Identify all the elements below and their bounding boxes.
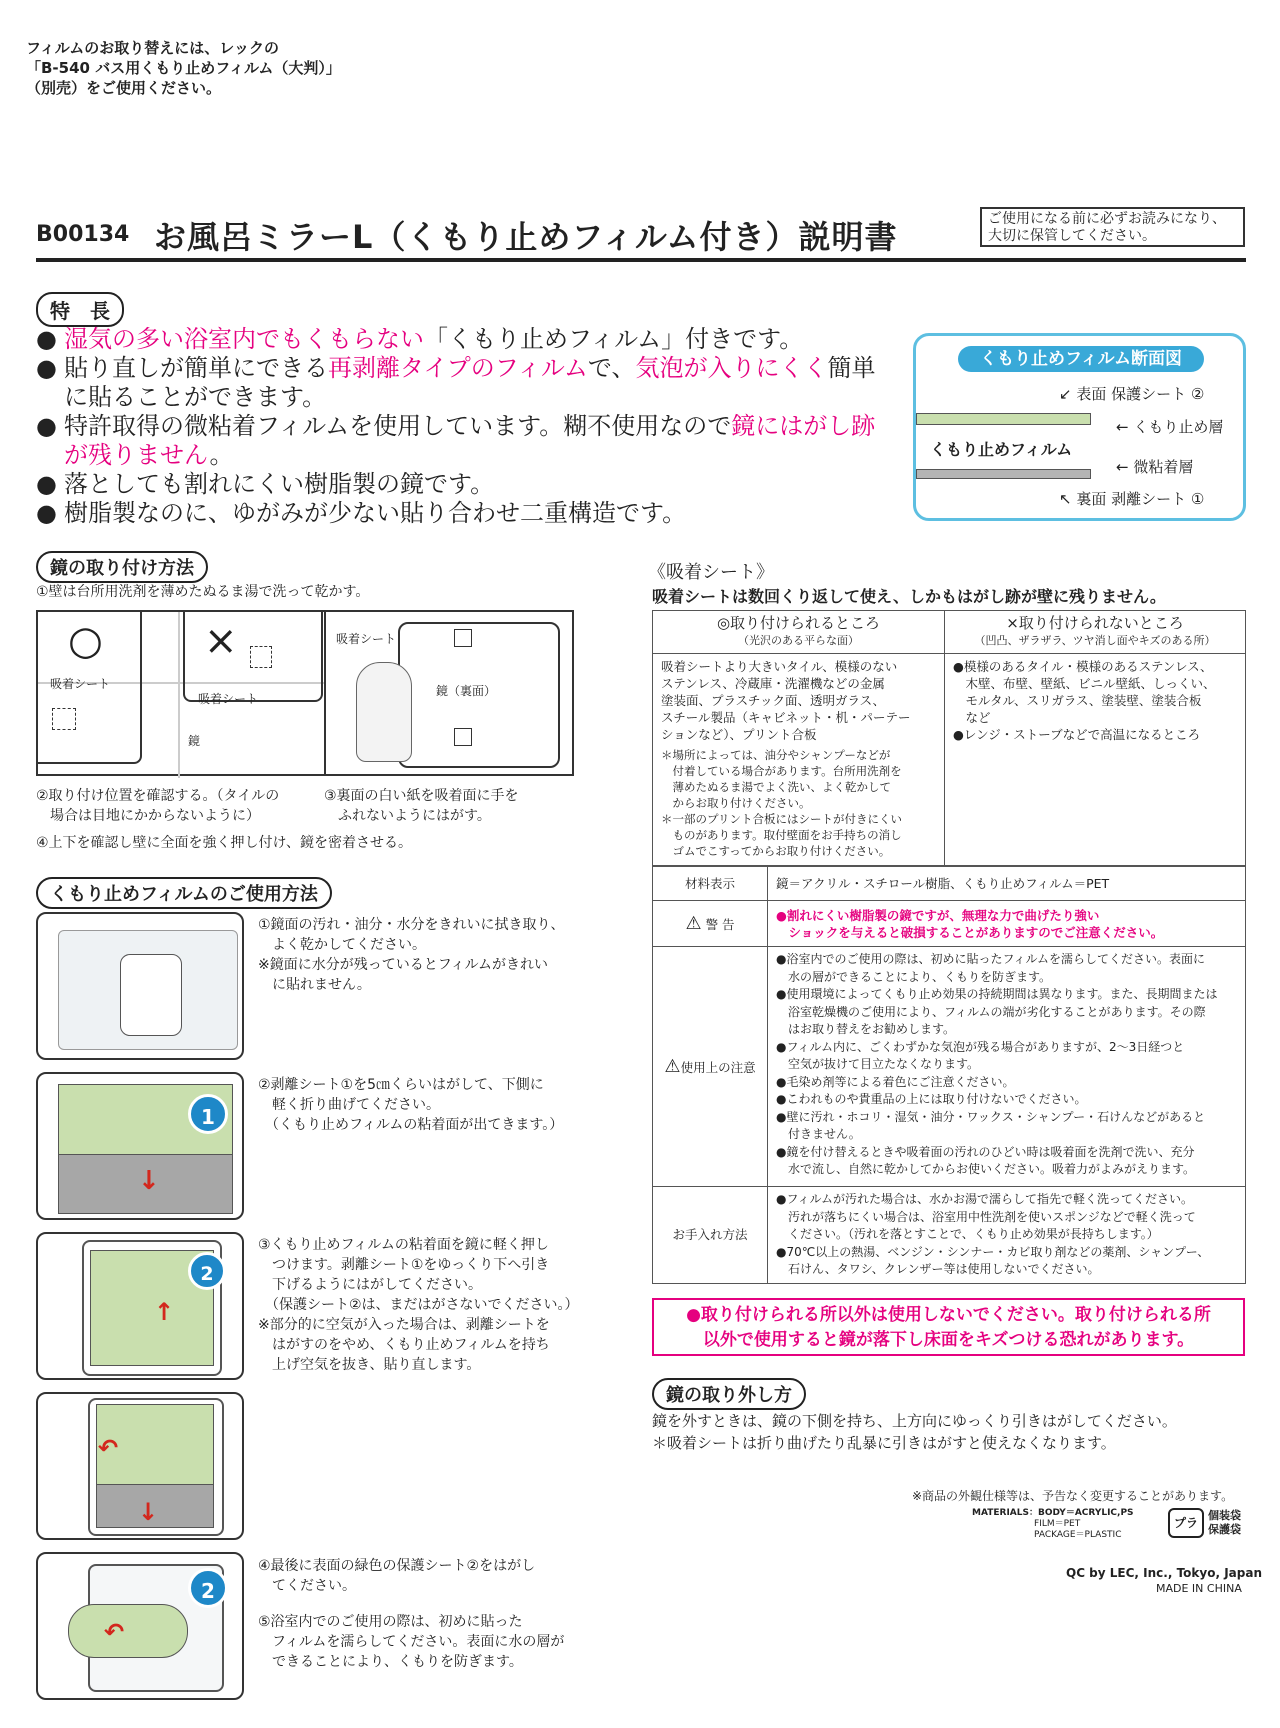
caution-label: ⚠使用上の注意	[653, 947, 768, 1187]
caution-line: ●壁に汚れ・ホコリ・湿気・油分・ワックス・シャンプー・石けんなどがあると	[776, 1109, 1206, 1124]
features-label: 特 長	[36, 292, 124, 327]
ok-header: ◎取り付けられるところ （光沢のある平らな面）	[653, 611, 945, 654]
film-step4: ④最後に表面の緑色の保護シート②をはがし てください。	[258, 1558, 536, 1594]
caution-line: 空気が抜けて目立たなくなります。	[776, 1057, 980, 1071]
care-label: お手入れ方法	[653, 1187, 768, 1284]
cross-section-diagram	[913, 333, 1246, 521]
ok-note-line: ものがあります。取付壁面をお手持ちの消し	[661, 828, 902, 842]
ng-line: ●模様のあるタイル・模様のあるステンレス、	[953, 659, 1213, 674]
film-step1: ①鏡面の汚れ・油分・水分をきれいに拭き取り、 よく乾かしてください。 ※鏡面に水分が残っているとフィルムがきれい に貼れません。	[258, 917, 565, 993]
ng-mark: ×	[204, 618, 238, 664]
film-step3b-figure	[36, 1392, 244, 1540]
step-badge-2: 2	[188, 1252, 226, 1290]
mount-step1: ①壁は台所用洗剤を薄めたぬるま湯で洗って乾かす。	[36, 584, 370, 600]
feature-item: ● 樹脂製なのに、ゆがみが少ない貼り合わせ二重構造です。	[36, 499, 896, 528]
recycle-text: 個装袋 保護袋	[1208, 1509, 1241, 1536]
ok-note-line: 薄めたぬるま湯でよく洗い、よく乾かして	[661, 780, 891, 794]
ok-note-line: からお取り付けください。	[661, 796, 811, 810]
film-layer	[916, 425, 1091, 469]
caution-line: ●フィルム内に、ごくわずかな気泡が残る場合がありますが、2～3日経つと	[776, 1039, 1185, 1054]
label-antifog: ← くもり止め層	[1116, 418, 1224, 436]
ok-text	[661, 658, 936, 743]
down-arrow: ↓	[138, 1166, 160, 1196]
caution-line: ●鏡を付け替えるときや吸着面の汚れのひどい時は吸着面を洗剤で洗い、充分	[776, 1144, 1195, 1159]
removal-text: 鏡を外すときは、鏡の下側を持ち、上方向にゆっくり引きはがしてください。	[652, 1412, 1177, 1430]
film-step2-figure	[36, 1072, 244, 1220]
label-protect: ↙ 表面 保護シート ②	[1059, 385, 1205, 403]
step-badge-1: 1	[188, 1094, 228, 1134]
peel-arrow: ↶	[104, 1618, 125, 1646]
ng-line: 木壁、布壁、壁紙、ビニル壁紙、しっくい、	[953, 676, 1216, 691]
ok-mark: ○	[68, 618, 103, 664]
warning-label: ⚠ 警 告	[653, 901, 768, 947]
label-adhesive: ← 微粘着層	[1116, 458, 1194, 476]
warning-icon: ⚠	[685, 912, 702, 934]
film-step1-figure	[36, 912, 244, 1060]
sheet-label: 吸着シート	[50, 677, 111, 691]
back-figure	[324, 610, 574, 776]
mirror-label: 鏡	[188, 734, 201, 748]
sheet-marker	[52, 708, 76, 730]
feature-item: ● 特許取得の微粘着フィルムを使用しています。糊不使用なので鏡にはがし跡が残りません。	[36, 412, 896, 470]
suction-heading: 《吸着シート》	[648, 562, 774, 583]
page-title: お風呂ミラーL（くもり止めフィルム付き）説明書	[154, 218, 898, 256]
care-text	[768, 1187, 1246, 1284]
mount-step4: ④上下を確認し壁に全面を強く押し付け、鏡を密着させる。	[36, 835, 412, 851]
film-step3: ③くもり止めフィルムの粘着面を鏡に軽く押し つけます。剥離シート①をゆっくり下へ引き 下げるようにはがしてください。 （保護シート②は、まだはがさないでください。） ※部分的に空気が入った場合は、剥離シートを はがすのをやめ、くもり止めフィルムを持ち 上げ空気を抜き、貼り直します。	[258, 1237, 579, 1373]
caution-line: ●使用環境によってくもり止め効果の持続期間は異なります。また、長期間または	[776, 987, 1218, 1001]
film-step5: ⑤浴室内でのご使用の際は、初めに貼った フィルムを濡らしてください。表面に水の層が できることにより、くもりを防ぎます。	[258, 1614, 565, 1670]
title-rule	[36, 258, 1246, 262]
film-label: くもり止めフィルム	[930, 440, 1073, 459]
down-arrow-2: ↓	[138, 1498, 159, 1526]
care-line: ください。（汚れを落とすことで、くもり止め効果が長持ちします。）	[776, 1227, 1159, 1241]
mount-step2: ②取り付け位置を確認する。（タイルの 場合は目地にかからないように）	[36, 788, 280, 824]
materials: MATERIALS：BODY＝ACRYLIC,PS FILM＝PET PACKAGE＝PLASTIC	[972, 1508, 1134, 1540]
ok-line: ステンレス、冷蔵庫・洗濯機などの金属	[661, 676, 885, 691]
back-label: 鏡（裏面）	[436, 684, 497, 698]
caution-line: 付きません。	[776, 1127, 861, 1141]
caution-line: 水で流し、自然に乾かしてからお使いください。吸着力がよみがえります。	[776, 1162, 1196, 1176]
caution-line: ●毛染め剤等による着色にご注意ください。	[776, 1074, 1015, 1089]
hand-illustration	[356, 662, 412, 762]
sheet-marker-2	[250, 646, 272, 668]
ok-line: スチール製品（キャビネット・机・パーテー	[661, 710, 911, 725]
wall-figure	[36, 610, 328, 776]
spec-note: ※商品の外観仕様等は、予告なく変更することがあります。	[912, 1489, 1234, 1503]
curl-arrow: ↶	[98, 1434, 119, 1462]
label-release: ↖ 裏面 剥離シート ①	[1059, 490, 1205, 508]
read-notice: ご使用になる前に必ずお読みになり、 大切に保管してください。	[980, 207, 1245, 247]
ok-line: ションなど）、プリント合板	[661, 727, 817, 742]
feature-item: ● 落としても割れにくい樹脂製の鏡です。	[36, 470, 896, 499]
caution-line: 浴室乾燥機のご使用により、フィルムの端が劣化することがあります。その際	[776, 1004, 1206, 1019]
removal-title: 鏡の取り外し方	[652, 1378, 806, 1410]
ng-header: ×取り付けられないところ （凹凸、ザラザラ、ツヤ消し面やキズのある所）	[945, 611, 1246, 654]
feature-item: ● 湿気の多い浴室内でもくもらない「くもり止めフィルム」付きです。	[36, 325, 896, 354]
removal-note: ＊吸着シートは折り曲げたり乱暴に引きはがすと使えなくなります。	[652, 1434, 1116, 1452]
ng-text	[953, 658, 1237, 743]
protect-sheet-layer	[916, 413, 1091, 425]
ng-content	[945, 654, 1246, 866]
sheet-label-3: 吸着シート	[336, 632, 397, 646]
ok-notes	[661, 747, 936, 859]
ng-line: モルタル、スリガラス、塗装壁、塗装合板	[953, 693, 1202, 708]
mount-title: 鏡の取り付け方法	[36, 551, 208, 583]
step-badge-2b: 2	[188, 1568, 228, 1608]
film-usage-title: くもり止めフィルムのご使用方法	[36, 877, 332, 909]
material-label: 材料表示	[653, 867, 768, 901]
care-line: ●70℃以上の熱湯、ベンジン・シンナー・カビ取り剤などの薬剤、シャンプー、	[776, 1244, 1210, 1259]
features-list	[36, 325, 896, 528]
info-table	[652, 866, 1246, 1284]
caution-icon: ⚠	[664, 1055, 681, 1077]
top-note: フィルムのお取り替えには、レックの 「B-540 バス用くもり止めフィルム（大判）」 （別売）をご使用ください。	[26, 39, 341, 97]
suction-lead: 吸着シートは数回くり返して使え、しかもはがし跡が壁に残りません。	[652, 587, 1166, 606]
care-line: 石けん、タワシ、クレンザー等は使用しないでください。	[776, 1262, 1100, 1276]
caution-line: ●浴室内でのご使用の際は、初めに貼ったフィルムを濡らしてください。表面に	[776, 952, 1206, 966]
caution-line: ●こわれものや貴重品の上には取り付けないでください。	[776, 1092, 1087, 1106]
ok-note-line: ＊場所によっては、油分やシャンプーなどが	[661, 748, 891, 762]
mount-step3: ③裏面の白い紙を吸着面に手を ふれないようにはがす。	[324, 788, 519, 824]
ng-line: など	[953, 710, 991, 725]
caution-line: はお取り替えをお勧めします。	[776, 1022, 956, 1036]
qc-text: QC by LEC, Inc., Tokyo, Japan	[1066, 1566, 1262, 1580]
feature-item: ● 貼り直しが簡単にできる再剥離タイプのフィルムで、気泡が入りにくく簡単に貼ることができます。	[36, 354, 896, 412]
film-step4-figure	[36, 1552, 244, 1700]
sheet-label-2: 吸着シート	[198, 692, 259, 706]
ok-note-line: 付着している場合があります。台所用洗剤を	[661, 764, 902, 778]
material-value: 鏡＝アクリル・スチロール樹脂、くもり止めフィルム＝PET	[768, 867, 1246, 901]
film-step3-figure	[36, 1232, 244, 1380]
big-warning: ●取り付けられる所以外は使用しないでください。取り付けられる所 以外で使用すると鏡が落下し床面をキズつける恐れがあります。	[652, 1298, 1245, 1356]
ok-note-line: ゴムでこすってからお取り付けください。	[661, 844, 891, 858]
suction-pad-top	[454, 629, 472, 647]
caution-line: 水の層ができることにより、くもりを防ぎます。	[776, 969, 1052, 984]
ok-line: 吸着シートより大きいタイル、模様のない	[661, 659, 898, 674]
care-line: ●フィルムが汚れた場合は、水かお湯で濡らして指先で軽く洗ってください。	[776, 1192, 1194, 1206]
suction-table	[652, 610, 1246, 866]
ng-line: ●レンジ・ストーブなどで高温になるところ	[953, 727, 1201, 742]
release-sheet-layer	[916, 469, 1091, 479]
care-line: 汚れが落ちにくい場合は、浴室用中性洗剤を使いスポンジなどで軽く洗って	[776, 1209, 1196, 1224]
suction-pad-bottom	[454, 728, 472, 746]
film-step2: ②剥離シート①を5㎝くらいはがして、下側に 軽く折り曲げてください。 （くもり止めフィルムの粘着面が出てきます。）	[258, 1077, 564, 1133]
warning-text: ●割れにくい樹脂製の鏡ですが、無理な力で曲げたり強い ショックを与えると破損することがありますのでご注意ください。	[768, 901, 1246, 947]
made-in: MADE IN CHINA	[1156, 1582, 1242, 1595]
ok-note-line: ＊一部のプリント合板にはシートが付きにくい	[661, 812, 903, 826]
ok-content	[653, 654, 945, 866]
recycle-mark-icon: プラ	[1168, 1508, 1204, 1538]
up-arrow: ↑	[154, 1298, 175, 1326]
caution-text	[768, 947, 1246, 1187]
ok-line: 塗装面、プラスチック面、透明ガラス、	[661, 693, 886, 708]
diagram-title: くもり止めフィルム断面図	[958, 346, 1204, 372]
product-code: B00134	[36, 222, 130, 247]
